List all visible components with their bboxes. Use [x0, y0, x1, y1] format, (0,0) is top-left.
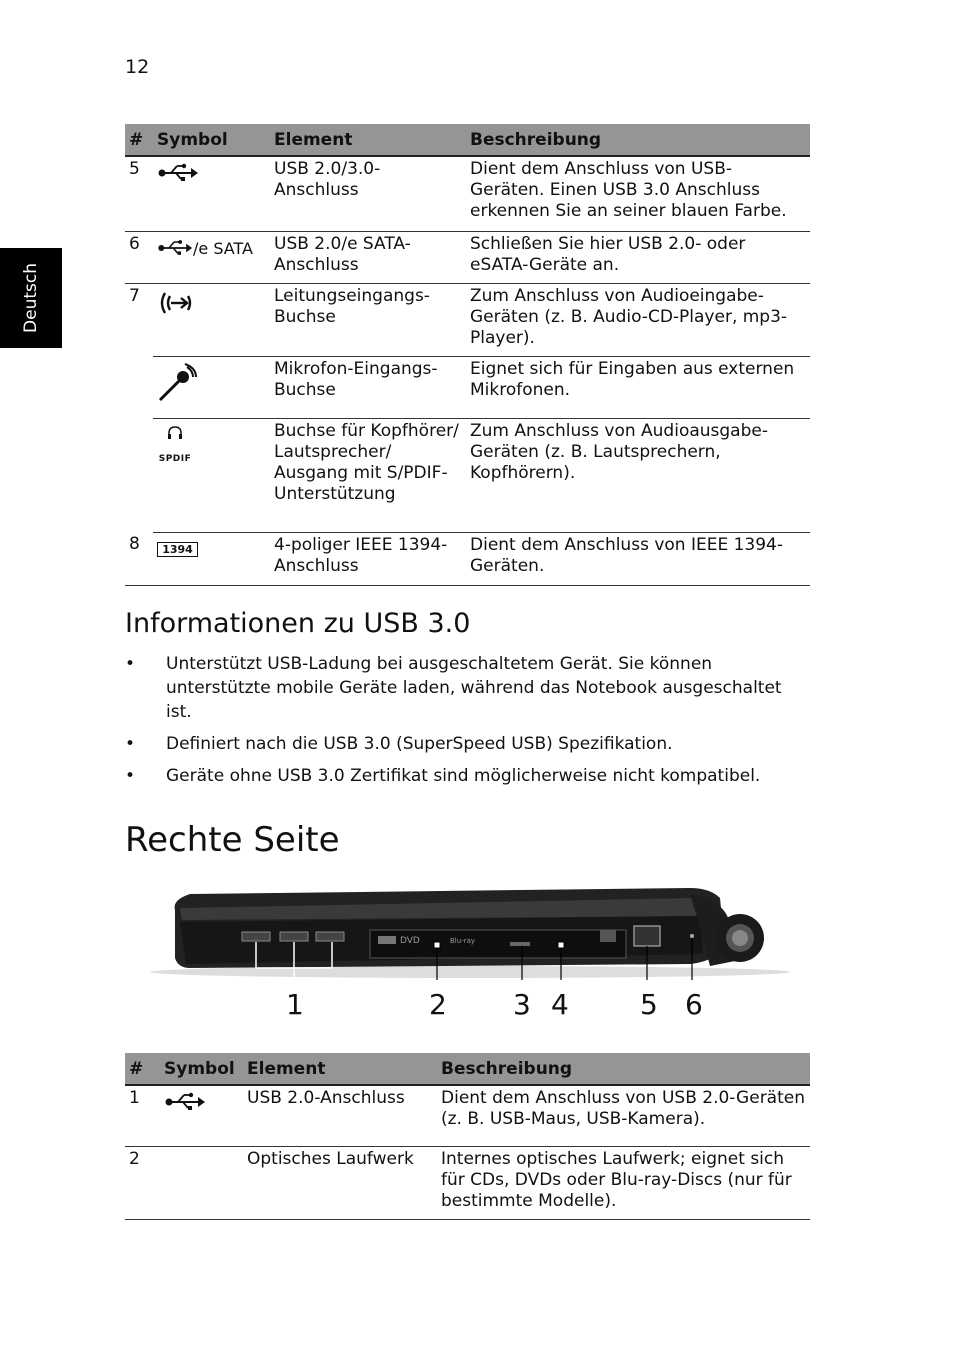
- callout-2: 2: [429, 988, 447, 1021]
- row-number: 6: [125, 231, 153, 283]
- list-item: • Definiert nach die USB 3.0 (SuperSpeed USB) Spezifikation.: [125, 734, 673, 754]
- col-header-description: Beschreibung: [466, 124, 810, 156]
- element-description: Dient dem Anschluss von IEEE 1394-Geräten.: [466, 532, 810, 585]
- right-side-heading: Rechte Seite: [125, 820, 340, 860]
- element-description: Zum Anschluss von Audioeingabe-Geräten (z. B. Audio-CD-Player, mp3-Player).: [466, 283, 810, 356]
- table-row: [125, 1085, 810, 1146]
- element-name: Buchse für Kopfhörer/ Lautsprecher/ Ausgang mit S/PDIF-Unterstützung: [270, 418, 466, 532]
- element-name: USB 2.0/e SATA-Anschluss: [270, 231, 466, 283]
- element-name: Mikrofon-Eingangs-Buchse: [270, 356, 466, 418]
- row-number: 1: [125, 1085, 160, 1146]
- esata-label: /e SATA: [193, 238, 253, 258]
- language-side-tab: [0, 248, 62, 348]
- usb-esata-icon: [157, 238, 253, 260]
- row-number: 8: [125, 532, 153, 585]
- col-header-symbol: Symbol: [153, 124, 270, 156]
- list-item: • Unterstützt USB-Ladung bei ausgeschaltetem Gerät. Sie können unterstützte mobile Geräte laden, während das Notebook ausgeschaltet ist.: [125, 654, 782, 722]
- row-number: 2: [125, 1146, 160, 1219]
- callout-5: 5: [640, 988, 658, 1021]
- element-description: Dient dem Anschluss von USB-Geräten. Einen USB 3.0 Anschluss erkennen Sie an seiner blauen Farbe.: [466, 156, 810, 231]
- usb-icon: [164, 1092, 206, 1118]
- row-number: 5: [125, 156, 153, 231]
- ieee1394-icon: 1394: [157, 542, 198, 557]
- spdif-label: SPDIF: [158, 453, 192, 464]
- symbol-cell-empty: [160, 1146, 243, 1219]
- list-item: • Geräte ohne USB 3.0 Zertifikat sind möglicherweise nicht kompatibel.: [125, 766, 761, 786]
- line-in-icon: [157, 290, 197, 322]
- ports-table-right: [125, 1053, 810, 1220]
- col-header-description: Beschreibung: [437, 1053, 810, 1085]
- usb-icon: [157, 163, 199, 189]
- element-description: Schließen Sie hier USB 2.0- oder eSATA-Geräte an.: [466, 231, 810, 283]
- svg-text:Blu-ray: Blu-ray: [450, 937, 476, 945]
- page-number: 12: [125, 56, 150, 78]
- element-name: USB 2.0/3.0-Anschluss: [270, 156, 466, 231]
- table-row: [125, 231, 810, 283]
- element-description: Internes optisches Laufwerk; eignet sich für CDs, DVDs oder Blu-ray-Discs (nur für bestimmte Modelle).: [437, 1146, 810, 1219]
- element-name: Optisches Laufwerk: [243, 1146, 437, 1219]
- callout-1: 1: [286, 988, 304, 1021]
- table-row: [125, 532, 810, 585]
- callout-6: 6: [685, 988, 703, 1021]
- table-row: [125, 356, 810, 418]
- callout-3: 3: [513, 988, 531, 1021]
- element-description: Zum Anschluss von Audioausgabe-Geräten (z. B. Lautsprechern, Kopfhörern).: [466, 418, 810, 532]
- table-row: [125, 283, 810, 356]
- headphone-spdif-icon: [157, 425, 193, 470]
- col-header-num: #: [125, 1053, 160, 1085]
- table-header-row: [125, 1053, 810, 1085]
- callout-4: 4: [551, 988, 569, 1021]
- col-header-num: #: [125, 124, 153, 156]
- microphone-icon: [157, 363, 197, 409]
- usb3-section-heading: Informationen zu USB 3.0: [125, 608, 471, 639]
- col-header-element: Element: [270, 124, 466, 156]
- table-row: [125, 1146, 810, 1219]
- col-header-element: Element: [243, 1053, 437, 1085]
- usb3-bullet-list: [125, 652, 805, 796]
- element-name: Leitungseingangs-Buchse: [270, 283, 466, 356]
- element-name: 4-poliger IEEE 1394-Anschluss: [270, 532, 466, 585]
- col-header-symbol: Symbol: [160, 1053, 243, 1085]
- element-description: Eignet sich für Eingaben aus externen Mikrofonen.: [466, 356, 810, 418]
- element-description: Dient dem Anschluss von USB 2.0-Geräten (z. B. USB-Maus, USB-Kamera).: [437, 1085, 810, 1146]
- table-row: [125, 156, 810, 231]
- table-header-row: [125, 124, 810, 156]
- ports-table-left: [125, 124, 810, 586]
- element-name: USB 2.0-Anschluss: [243, 1085, 437, 1146]
- row-number: 7: [129, 285, 140, 306]
- side-tab-label: Deutsch: [21, 263, 41, 333]
- svg-text:DVD: DVD: [400, 936, 420, 946]
- table-row: [125, 418, 810, 532]
